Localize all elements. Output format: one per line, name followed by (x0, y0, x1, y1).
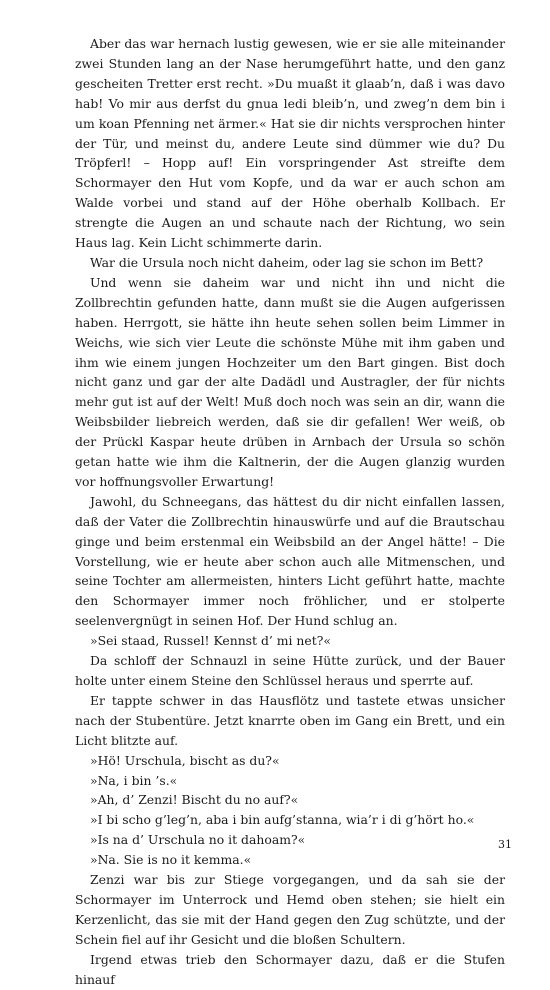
paragraph-11: »I bi scho g’leg’n, aba i bin aufg’stanna, wia’r i di g’hört ho.« (90, 812, 475, 828)
paragraph-7: Er tappte schwer in das Hausflötz und tastete etwas unsicher nach der Stubentüre. Jetzt knarrte oben im Gang ein Brett, und ein Licht blitzte auf. (75, 692, 505, 748)
paragraph-10: »Ah, d’ Zenzi! Bischt du no auf?« (90, 792, 299, 808)
paragraph-8: »Hö! Urschula, bischt as du?« (90, 752, 280, 768)
paragraph-13: »Na. Sie is no it kemma.« (90, 852, 252, 868)
paragraph-5: »Sei staad, Russel! Kennst d’ mi net?« (90, 633, 331, 649)
paragraph-9: »Na, i bin ’s.« (90, 772, 178, 788)
paragraph-12: »Is na d’ Urschula no it dahoam?« (90, 832, 306, 848)
body-text (75, 34, 505, 990)
page-number: 31 (498, 838, 512, 851)
paragraph-6: Da schloff der Schnauzl in seine Hütte zurück, und der Bauer holte unter einem Steine den Schlüssel heraus und sperrte auf. (75, 653, 505, 688)
paragraph-3: Und wenn sie daheim war und nicht ihn und nicht die Zollbrechtin gefunden hatte, dann mußt sie die Augen aufgerissen haben. Herrgott, sie hätte ihn heute sehen sollen beim Limmer in Weichs, wie sich vier Leute die schönste Mühe mit ihm gaben und ihm wie einem jungen Hochzeiter um den Bart gingen. Bist doch nicht ganz und gar der alte Dadädl und Austragler, der für nichts mehr gut ist auf der Welt! Muß doch noch was sein an dir, wann die Weibsbilder liebreich werden, daß sie dir gefallen! Wer weiß, ob der Prückl Kaspar heute drüben in Arnbach der Ursula so schön getan hatte wie ihm die Kaltnerin, der die Augen glanzig wurden vor hoffnungsvoller Erwartung! (75, 274, 505, 489)
paragraph-15: Irgend etwas trieb den Schormayer dazu, daß er die Stufen hinauf (75, 951, 505, 987)
paragraph-2: War die Ursula noch nicht daheim, oder lag sie schon im Bett? (90, 254, 484, 270)
paragraph-14: Zenzi war bis zur Stiege vorgegangen, und da sah sie der Schormayer im Unterrock und Hemd oben stehen; sie hielt ein Kerzenlicht, das sie mit der Hand gegen den Zug schützte, und der Schein fiel auf ihr Gesicht und die bloßen Schultern. (75, 872, 505, 947)
paragraph-1: Aber das war hernach lustig gewesen, wie er sie alle miteinander zwei Stunden lang an der Nase herumgeführt hatte, und den ganz gescheiten Tretter erst recht. »Du muaßt it glaab’n, daß i was davo hab! Vo mir aus derfst du gnua ledi bleib’n, und zweg’n dem bin i um koan Pfenning net ärmer.« Hat sie dir nichts versprochen hinter der Tür, und meinst du, andere Leute sind dümmer wie du? Du Tröpferl! – Hopp auf! Ein vorspringender Ast streifte dem Schormayer den Hut vom Kopfe, und da war er auch schon am Walde vorbei und stand auf der Höhe oberhalb Kollbach. Er strengte die Augen an und schaute nach der Richtung, wo sein Haus lag. Kein Licht schimmerte darin. (75, 36, 505, 251)
paragraph-4: Jawohl, du Schneegans, das hättest du dir nicht einfallen lassen, daß der Vater die Zollbrechtin hinauswürfe und auf die Brautschau ginge und beim erstenmal ein Weibsbild an der Angel hätte! – Die Vorstellung, wie er heute aber schon auch alle Mitmenschen, und seine Tochter am allermeisten, hinters Licht geführt hatte, machte den Schormayer immer noch fröhlicher, und er stolperte seelenvergnügt in seinen Hof. Der Hund schlug an. (75, 493, 505, 629)
